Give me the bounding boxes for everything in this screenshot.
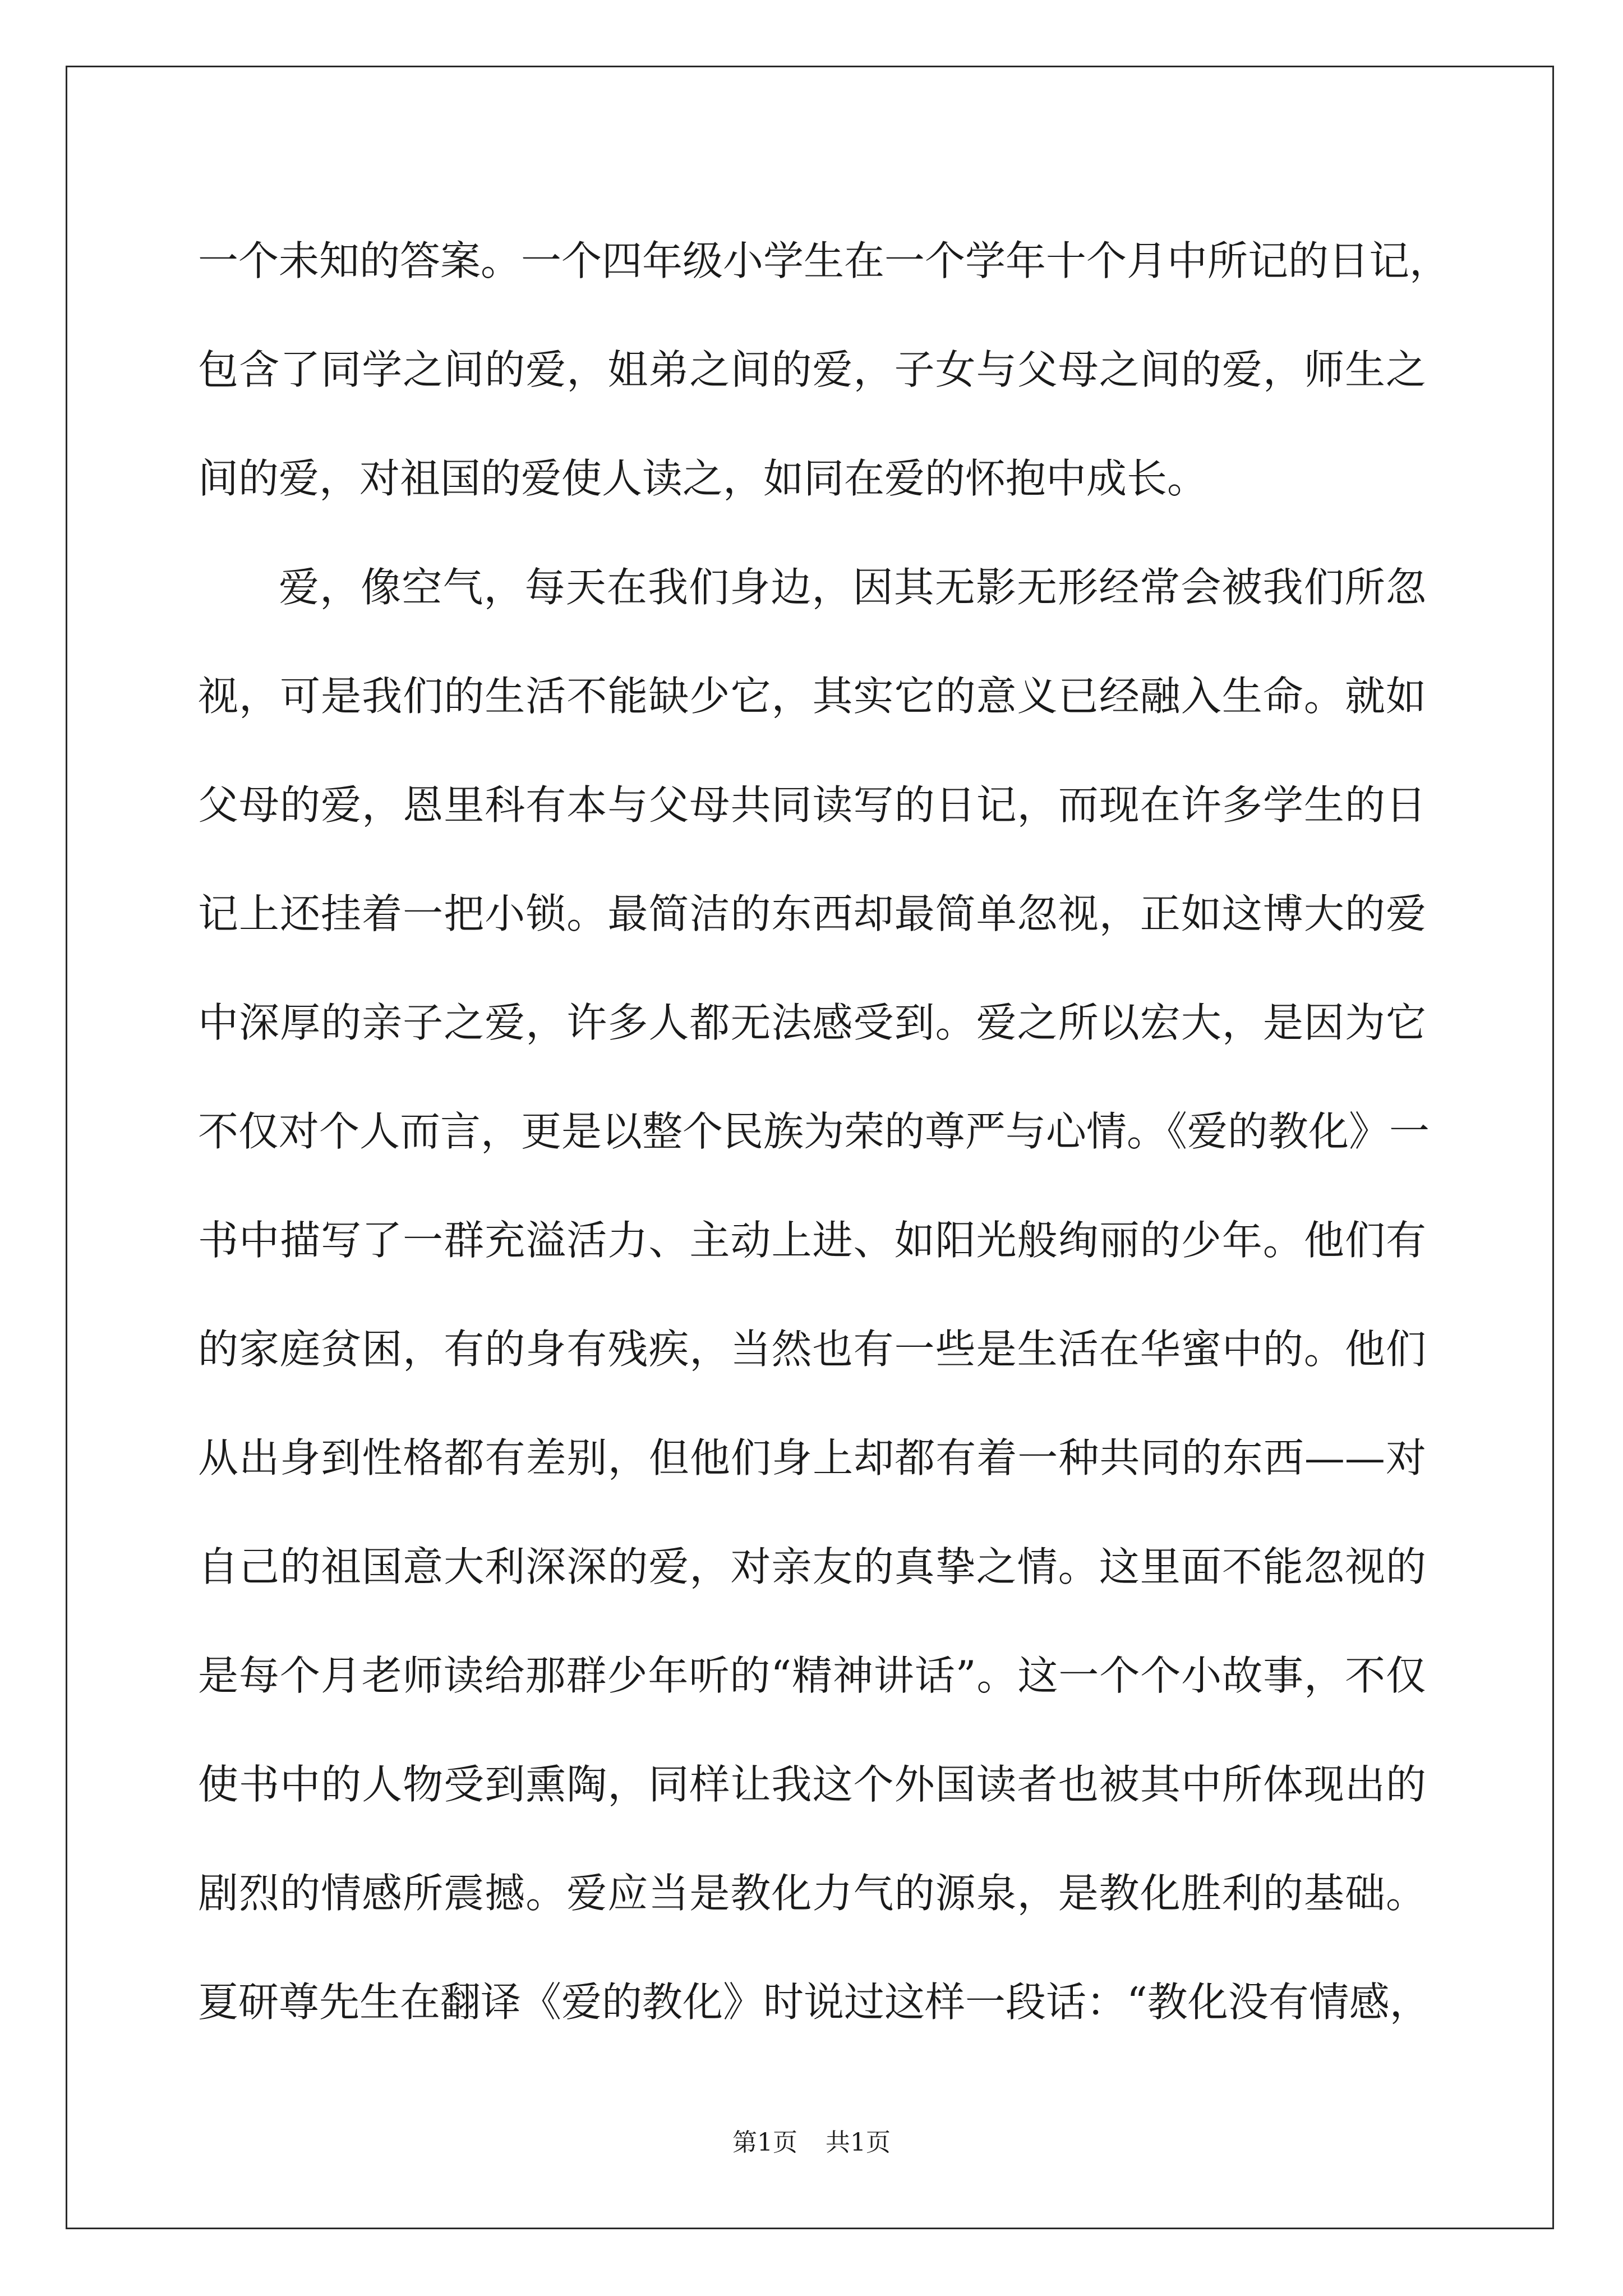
text-line: 父母的爱，恩里科有本与父母共同读写的日记，而现在许多学生的日 (198, 781, 1426, 829)
text-line: 一个未知的答案。一个四年级小学生在一个学年十个月中所记的日记， (198, 237, 1450, 284)
text-line: 自己的祖国意大利深深的爱，对亲友的真挚之情。这里面不能忽视的 (198, 1543, 1426, 1590)
text-line: 使书中的人物受到熏陶，同样让我这个外国读者也被其中所体现出的 (198, 1761, 1426, 1808)
document-body (198, 206, 1450, 2056)
page-number: 第1页 (732, 2128, 797, 2157)
text-line: 视，可是我们的生活不能缺少它，其实它的意义已经融入生命。就如 (198, 673, 1426, 720)
text-line: 书中描写了一群充溢活力、主动上进、如阳光般绚丽的少年。他们有 (198, 1217, 1426, 1264)
text-line: 不仅对个人而言，更是以整个民族为荣的尊严与心情。《爱的教化》一 (198, 1108, 1430, 1155)
page-footer (0, 2126, 1623, 2160)
text-line: 的家庭贫困，有的身有残疾，当然也有一些是生活在华蜜中的。他们 (198, 1326, 1426, 1373)
text-line: 是每个月老师读给那群少年听的“精神讲话”。这一个个小故事，不仅 (198, 1652, 1426, 1699)
text-line: 中深厚的亲子之爱，许多人都无法感受到。爱之所以宏大，是因为它 (198, 999, 1426, 1046)
paragraph-first-line: 爱，像空气，每天在我们身边，因其无影无形经常会被我们所忽 (279, 564, 1426, 611)
text-line: 间的爱，对祖国的爱使人读之，如同在爱的怀抱中成长。 (198, 455, 1208, 502)
page-total: 共1页 (826, 2128, 891, 2157)
text-line: 包含了同学之间的爱，姐弟之间的爱，子女与父母之间的爱，师生之 (198, 346, 1426, 393)
text-line: 从出身到性格都有差别，但他们身上却都有着一种共同的东西——对 (198, 1434, 1426, 1481)
text-line: 记上还挂着一把小锁。最简洁的东西却最简单忽视，正如这博大的爱 (198, 890, 1426, 937)
text-line: 剧烈的情感所震撼。爱应当是教化力气的源泉，是教化胜利的基础。 (198, 1870, 1426, 1917)
text-line: 夏研尊先生在翻译《爱的教化》时说过这样一段话：“教化没有情感， (198, 1978, 1430, 2026)
